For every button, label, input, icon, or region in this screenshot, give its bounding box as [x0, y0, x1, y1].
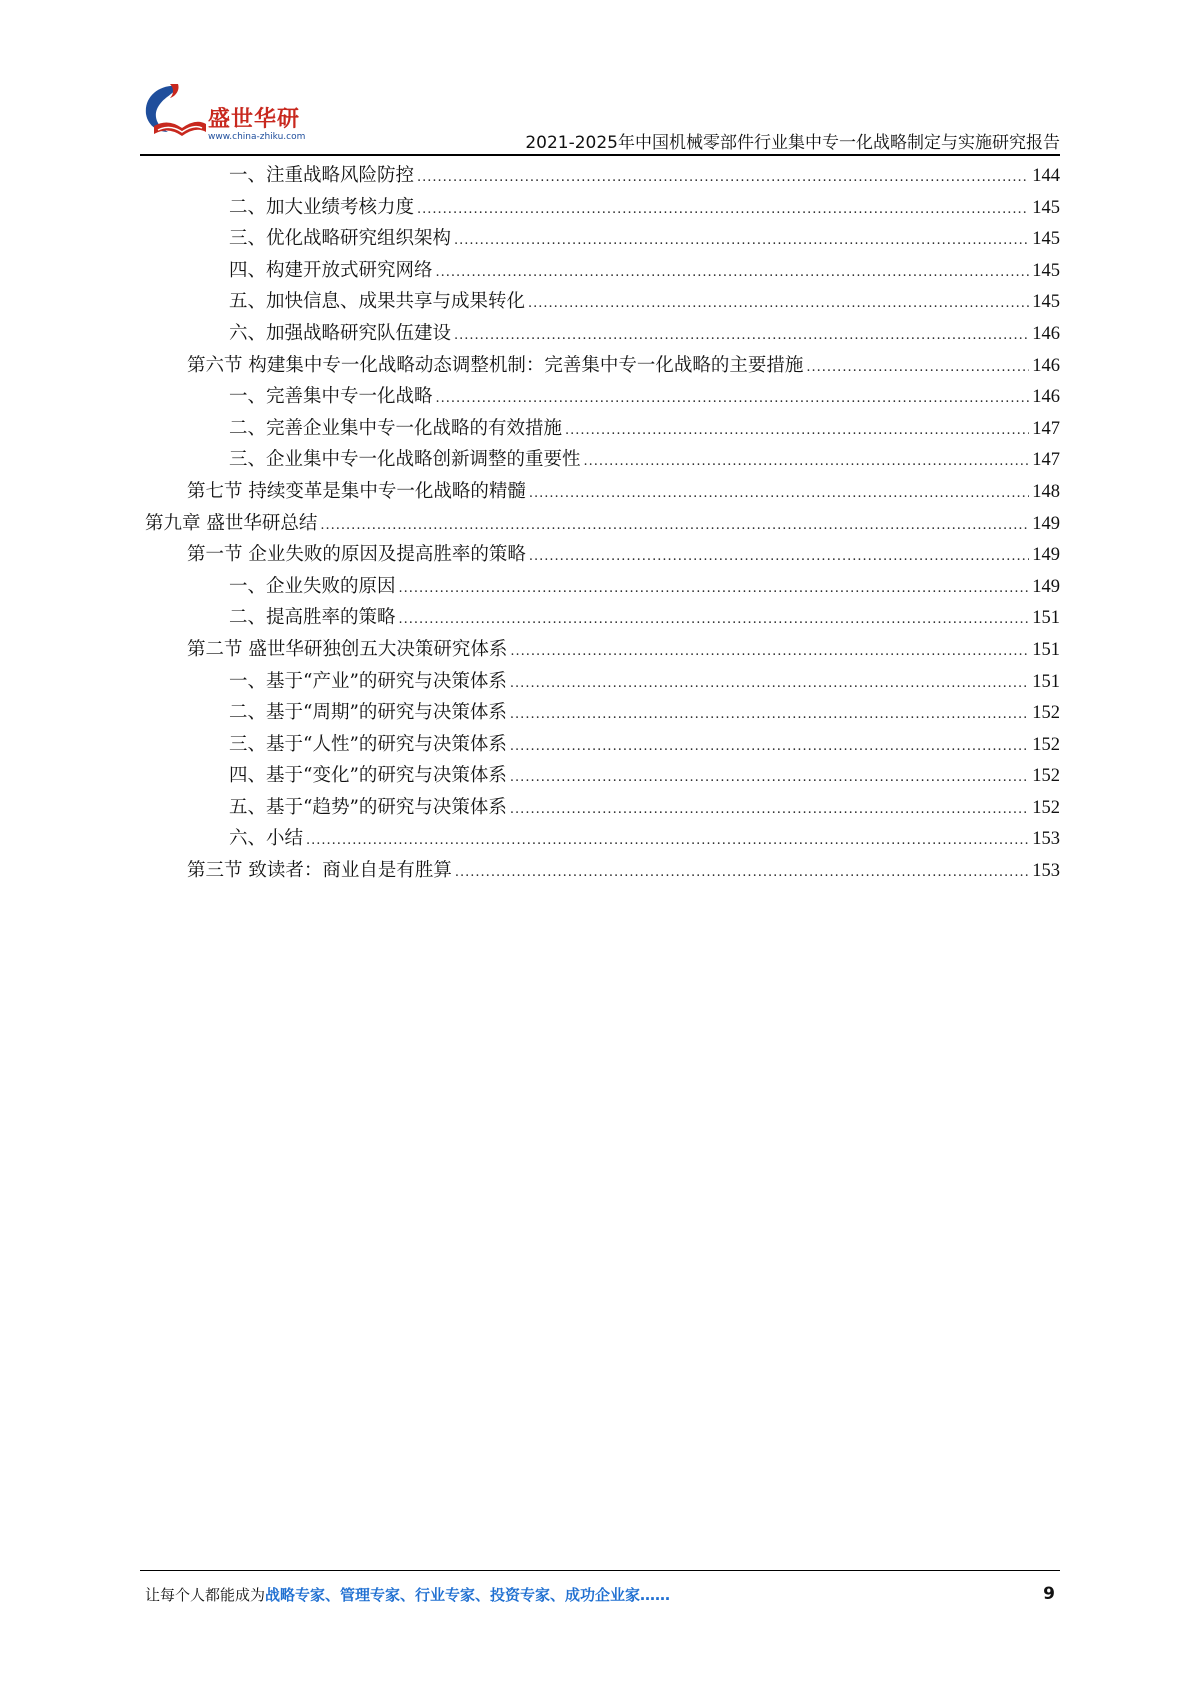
slogan-prefix: 让每个人都能成为	[145, 1586, 266, 1604]
toc-dot-leader	[320, 508, 1029, 542]
toc-dot-leader	[454, 223, 1029, 257]
toc-entry-title: 二、提高胜率的策略	[229, 607, 396, 629]
toc-entry-page: 152	[1032, 766, 1060, 787]
toc-entry-page: 145	[1032, 260, 1060, 281]
toc-entry-page: 149	[1032, 576, 1060, 597]
footer-divider	[140, 1570, 1060, 1571]
toc-entry-page: 152	[1032, 734, 1060, 755]
toc-entry[interactable]	[145, 634, 1060, 666]
toc-entry-title: 三、企业集中专一化战略创新调整的重要性	[229, 449, 581, 471]
toc-entry[interactable]	[145, 729, 1060, 761]
toc-entry[interactable]	[145, 571, 1060, 603]
toc-entry-title: 第九章 盛世华研总结	[145, 512, 318, 534]
toc-entry-page: 147	[1032, 418, 1060, 439]
logo-name: 盛世华研	[208, 107, 301, 132]
toc-entry-title: 第二节 盛世华研独创五大决策研究体系	[187, 638, 508, 660]
toc-entry-title: 二、加大业绩考核力度	[229, 196, 415, 218]
toc-entry-title: 一、完善集中专一化战略	[229, 386, 433, 408]
toc-entry[interactable]	[145, 286, 1060, 318]
toc-entry[interactable]	[145, 760, 1060, 792]
toc-entry-page: 149	[1032, 513, 1060, 534]
toc-entry-page: 152	[1032, 797, 1060, 818]
toc-entry-title: 第七节 持续变革是集中专一化战略的精髓	[187, 480, 526, 502]
toc-entry-page: 145	[1032, 197, 1060, 218]
toc-dot-leader	[528, 286, 1029, 320]
toc-dot-leader	[510, 697, 1029, 731]
toc-entry-title: 三、基于“人性”的研究与决策体系	[229, 733, 507, 755]
toc-entry-title: 一、企业失败的原因	[229, 575, 396, 597]
toc-entry[interactable]	[145, 381, 1060, 413]
toc-dot-leader	[510, 760, 1029, 794]
toc-entry-title: 三、优化战略研究组织架构	[229, 228, 452, 250]
toc-dot-leader	[399, 602, 1030, 636]
toc-entry-page: 153	[1032, 861, 1060, 882]
toc-entry[interactable]	[145, 792, 1060, 824]
page-number: 9	[1043, 1584, 1055, 1604]
toc-entry[interactable]	[145, 855, 1060, 887]
toc-entry[interactable]	[145, 476, 1060, 508]
toc-entry-page: 151	[1032, 608, 1060, 629]
toc-entry[interactable]	[145, 444, 1060, 476]
toc-dot-leader	[455, 855, 1029, 889]
toc-entry[interactable]	[145, 192, 1060, 224]
logo-book-icon	[140, 80, 210, 150]
toc-entry[interactable]	[145, 223, 1060, 255]
toc-entry[interactable]	[145, 539, 1060, 571]
logo-url: www.china-zhiku.com	[208, 132, 306, 142]
page-footer	[145, 1584, 1055, 1614]
toc-dot-leader	[417, 160, 1029, 194]
toc-entry-title: 一、注重战略风险防控	[229, 165, 415, 186]
toc-entry-page: 146	[1032, 323, 1060, 344]
toc-entry-page: 146	[1032, 355, 1060, 376]
toc-entry[interactable]	[145, 697, 1060, 729]
toc-entry-page: 144	[1032, 166, 1060, 186]
toc-entry-title: 第六节 构建集中专一化战略动态调整机制：完善集中专一化战略的主要措施	[187, 354, 804, 376]
toc-dot-leader	[454, 318, 1029, 352]
toc-entry-page: 152	[1032, 703, 1060, 724]
toc-dot-leader	[565, 413, 1029, 447]
toc-entry-title: 第三节 致读者：商业自是有胜算	[187, 860, 452, 882]
toc-dot-leader	[436, 381, 1030, 415]
toc-dot-leader	[806, 350, 1029, 384]
header-divider	[140, 154, 1060, 156]
toc-entry-page: 145	[1032, 292, 1060, 313]
toc-entry-page: 151	[1032, 639, 1060, 660]
toc-entry-page: 153	[1032, 829, 1060, 850]
toc-entry-page: 145	[1032, 229, 1060, 250]
toc-entry[interactable]	[145, 255, 1060, 287]
company-logo	[140, 80, 310, 150]
toc-entry-page: 149	[1032, 545, 1060, 566]
toc-entry-title: 四、基于“变化”的研究与决策体系	[229, 765, 507, 787]
toc-entry-title: 四、构建开放式研究网络	[229, 259, 433, 281]
toc-dot-leader	[436, 255, 1030, 289]
toc-entry-title: 六、小结	[229, 828, 304, 850]
toc-entry-page: 147	[1032, 450, 1060, 471]
toc-entry[interactable]	[145, 350, 1060, 382]
toc-entry-title: 二、基于“周期”的研究与决策体系	[229, 702, 507, 724]
toc-entry-title: 二、完善企业集中专一化战略的有效措施	[229, 417, 563, 439]
toc-entry[interactable]	[145, 318, 1060, 350]
toc-entry-title: 第一节 企业失败的原因及提高胜率的策略	[187, 544, 526, 566]
toc-entry[interactable]	[145, 666, 1060, 698]
toc-entry-page: 146	[1032, 387, 1060, 408]
toc-dot-leader	[510, 666, 1029, 700]
toc-entry[interactable]	[145, 508, 1060, 540]
toc-dot-leader	[584, 444, 1030, 478]
toc-entry-title: 六、加强战略研究队伍建设	[229, 322, 452, 344]
toc-entry[interactable]	[145, 160, 1060, 192]
toc-entry-title: 一、基于“产业”的研究与决策体系	[229, 670, 507, 692]
toc-dot-leader	[529, 539, 1029, 573]
table-of-contents	[145, 160, 1060, 887]
page-header	[140, 80, 1060, 160]
toc-dot-leader	[399, 571, 1030, 605]
toc-entry-page: 151	[1032, 671, 1060, 692]
toc-dot-leader	[510, 792, 1029, 826]
toc-entry-title: 五、加快信息、成果共享与成果转化	[229, 291, 526, 313]
toc-dot-leader	[417, 192, 1029, 226]
toc-dot-leader	[529, 476, 1029, 510]
toc-dot-leader	[306, 823, 1029, 857]
toc-entry[interactable]	[145, 823, 1060, 855]
toc-entry[interactable]	[145, 413, 1060, 445]
toc-entry-title: 五、基于“趋势”的研究与决策体系	[229, 796, 507, 818]
toc-entry-page: 148	[1032, 481, 1060, 502]
toc-dot-leader	[510, 729, 1029, 763]
slogan-highlight: 战略专家、管理专家、行业专家、投资专家、成功企业家……	[265, 1586, 671, 1604]
report-title: 2021-2025年中国机械零部件行业集中专一化战略制定与实施研究报告	[525, 133, 1060, 153]
toc-entry[interactable]	[145, 602, 1060, 634]
toc-dot-leader	[510, 634, 1029, 668]
